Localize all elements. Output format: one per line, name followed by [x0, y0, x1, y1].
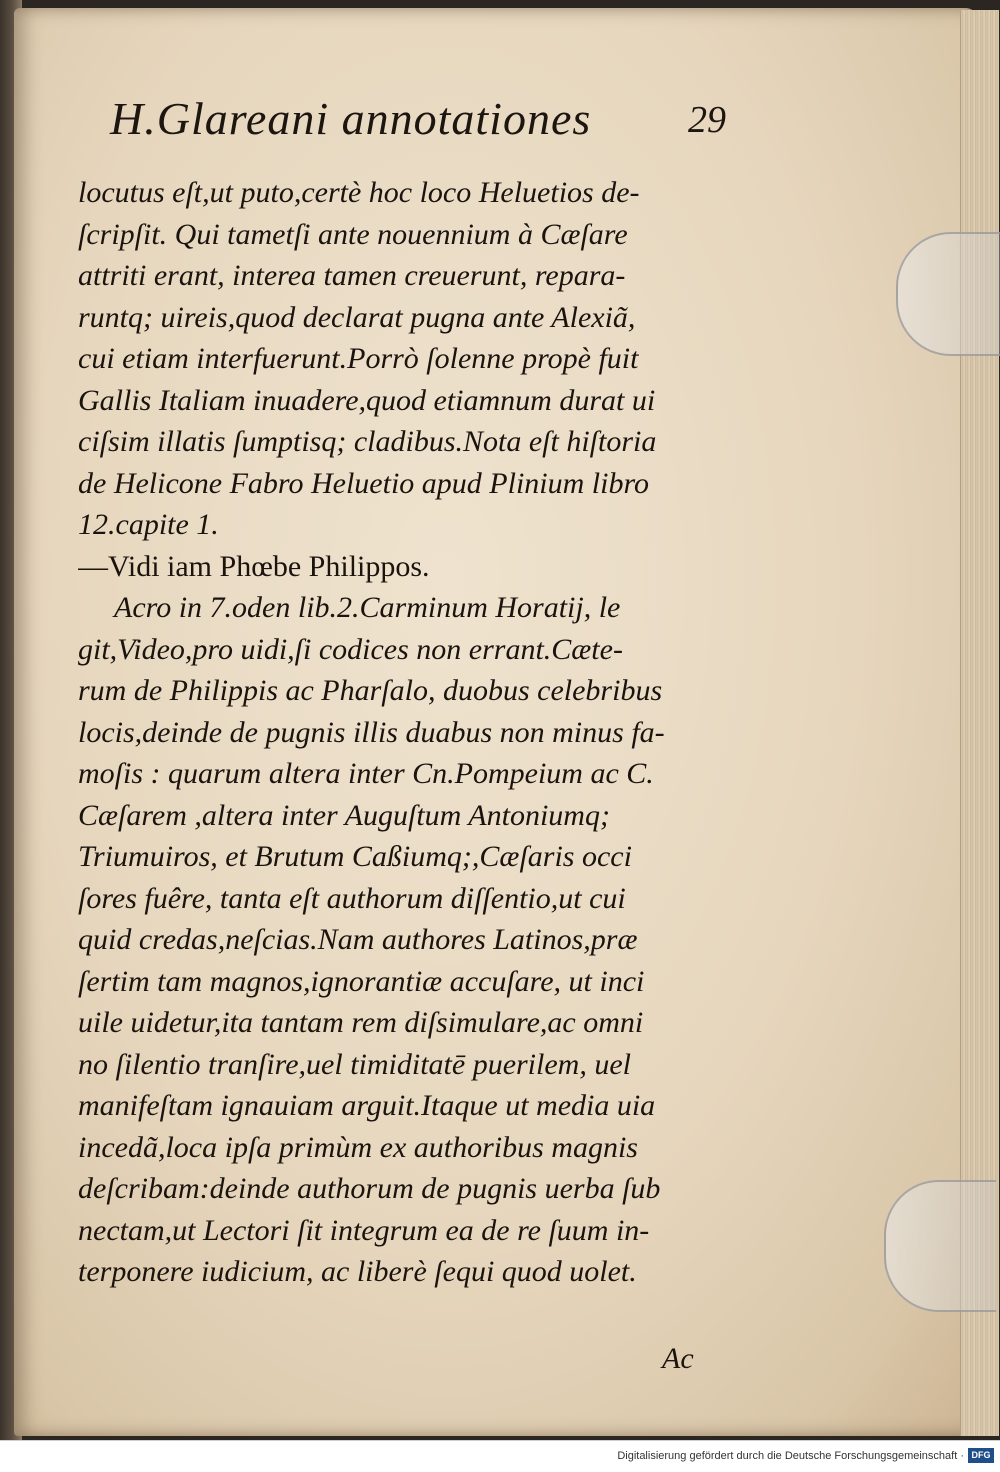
- text-line: rum de Philippis ac Pharſalo, duobus celebribus: [78, 674, 663, 707]
- text-line: uile uidetur,ita tantam rem diſsimulare,ac omni: [78, 1006, 644, 1039]
- body-text: [78, 172, 728, 1293]
- text-line: ſcripſit. Qui tametſi ante nouennium à Cæſare: [78, 217, 628, 251]
- text-line: Cæſarem ,altera inter Auguſtum Antoniumq;: [78, 798, 610, 832]
- text-line: Triumuiros, et Brutum Caßiumq;,Cæſaris occi: [78, 840, 632, 873]
- text-line: git,Video,pro uidi,ſi codices non errant.Cæte-: [78, 632, 623, 666]
- text-line: quid credas,neſcias.Nam authores Latinos,præ: [78, 923, 638, 956]
- page-holder-clip-bottom: [884, 1180, 996, 1312]
- funding-credit: Digitalisierung gefördert durch die Deutsche Forschungsgemeinschaft ·: [617, 1450, 964, 1462]
- text-line: runtq; uireis,quod declarat pugna ante Alexiã,: [78, 300, 636, 334]
- digitization-footer: [0, 1440, 1000, 1472]
- text-line: locutus eſt,ut puto,certè hoc loco Heluetios de-: [78, 176, 640, 209]
- text-line: terponere iudicium, ac liberè ſequi quod uolet.: [78, 1255, 637, 1288]
- text-line: Acro in 7.oden lib.2.Carminum Horatij, le: [114, 591, 621, 624]
- text-line: locis,deinde de pugnis illis duabus non minus fa-: [78, 715, 665, 749]
- text-line: ſores fuêre, tanta eſt authorum diſſentio,ut cui: [78, 881, 626, 915]
- running-head: H.Glareani annotationes: [110, 93, 592, 144]
- page-header: [110, 92, 740, 162]
- text-line: moſis : quarum altera inter Cn.Pompeium ac C.: [78, 757, 654, 790]
- folio-number: 29: [688, 99, 726, 141]
- catchword: Ac: [662, 1342, 694, 1375]
- text-line: de Helicone Fabro Heluetio apud Plinium libro: [78, 466, 650, 500]
- quotation-line: —Vidi iam Phœbe Philippos.: [78, 549, 430, 583]
- text-line: no ſilentio tranſire,uel timiditatē puerilem, uel: [78, 1047, 631, 1081]
- text-line: attriti erant, interea tamen creuerunt, repara-: [78, 259, 626, 292]
- dfg-logo: DFG: [968, 1448, 994, 1463]
- text-line: incedã,loca ipſa primùm ex authoribus magnis: [78, 1130, 638, 1164]
- text-line: Gallis Italiam inuadere,quod etiamnum durat ui: [78, 383, 656, 417]
- text-line: cui etiam interfuerunt.Porrò ſolenne propè fuit: [78, 342, 639, 375]
- text-line: deſcribam:deinde authorum de pugnis uerba ſub: [78, 1172, 661, 1205]
- text-line: 12.capite 1.: [78, 508, 219, 541]
- text-line: manifeſtam ignauiam arguit.Itaque ut media uia: [78, 1089, 656, 1122]
- text-line: ſertim tam magnos,ignorantiæ accuſare, ut inci: [78, 964, 645, 998]
- page-holder-clip-top: [896, 232, 1000, 356]
- text-line: nectam,ut Lectori ſit integrum ea de re ſuum in-: [78, 1213, 650, 1247]
- text-line: ciſsim illatis ſumptisq; cladibus.Nota eſt hiſtoria: [78, 425, 657, 458]
